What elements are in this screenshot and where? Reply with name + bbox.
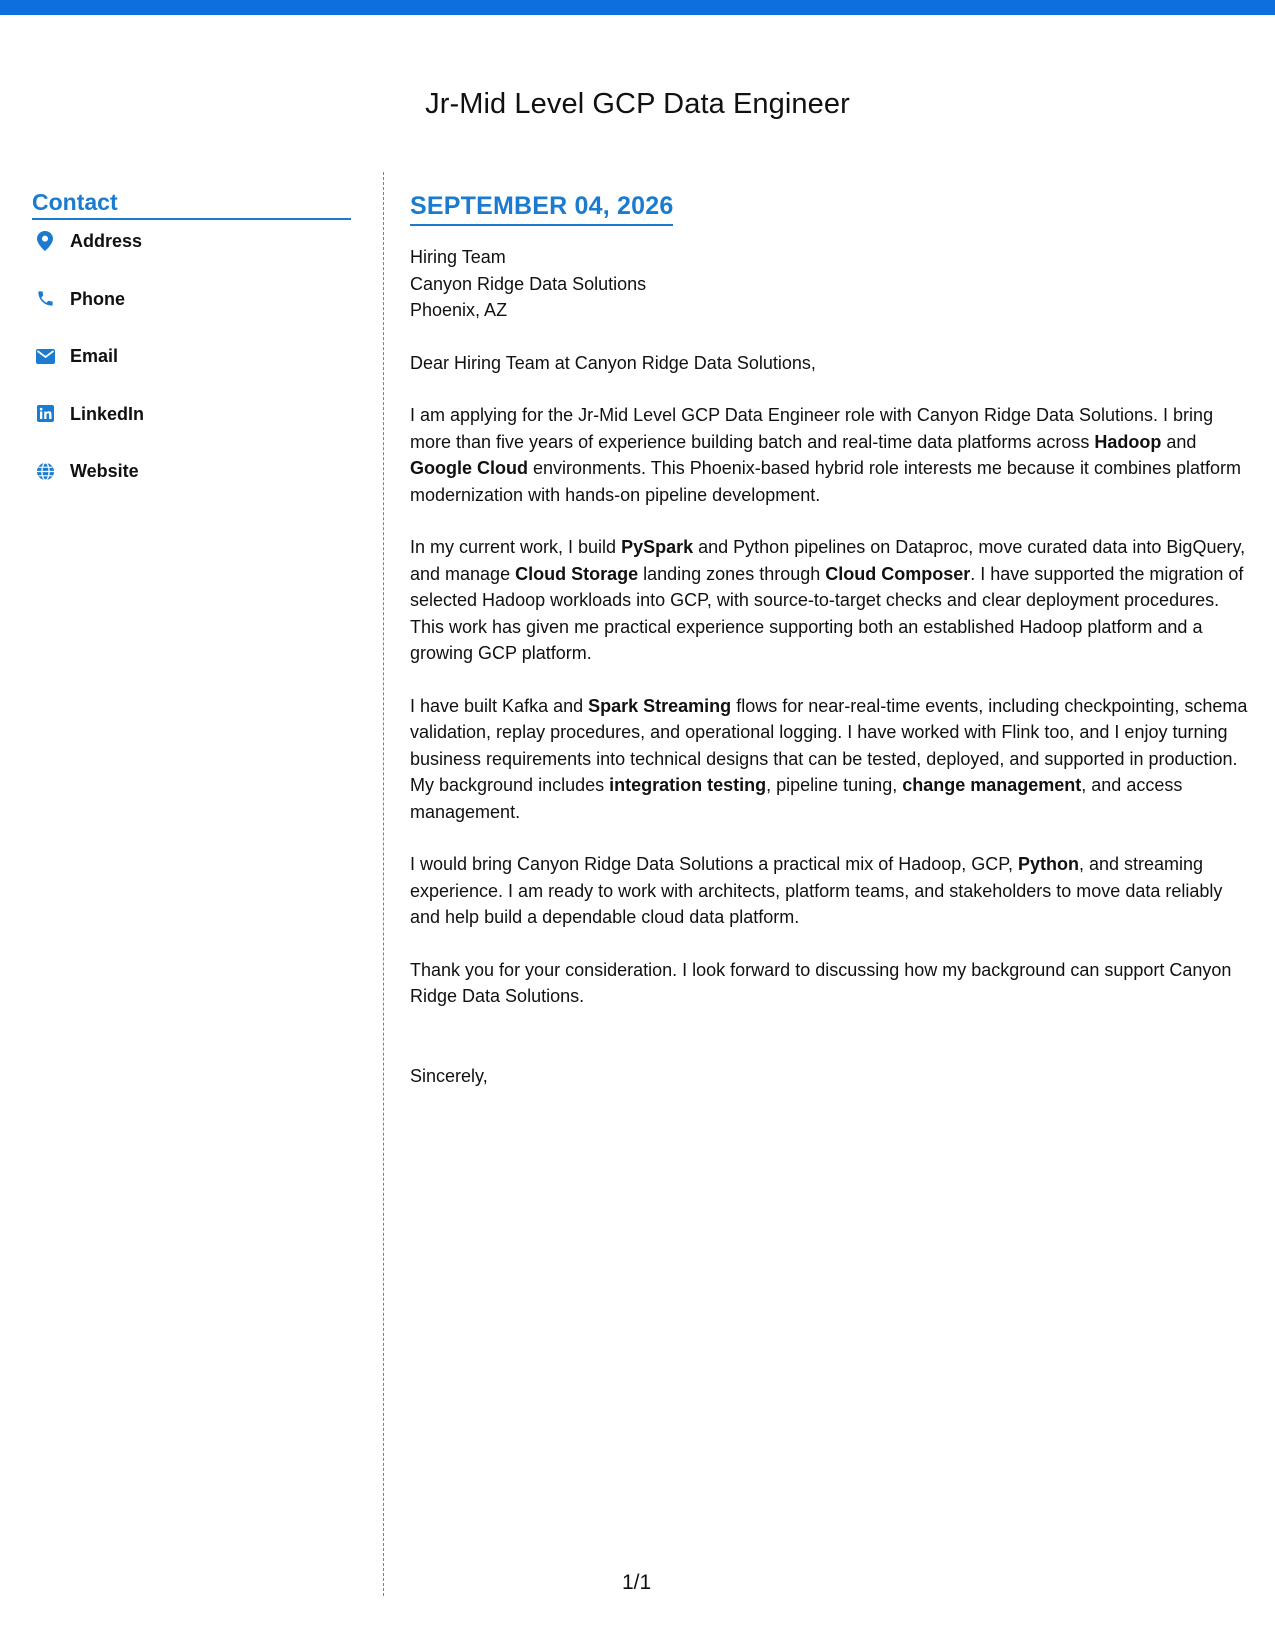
paragraph-text: , and streaming experience. I am ready to work with architects, platform teams, and stakeholders to move data reliably and help build a dependable cloud data platform. [410, 854, 1223, 927]
salutation: Dear Hiring Team at Canyon Ridge Data Solutions, [410, 352, 816, 373]
location-pin-icon [34, 230, 56, 252]
paragraph-text: In my current work, I build [410, 537, 622, 557]
emphasis-text: PySpark [621, 537, 694, 557]
emphasis-text: Cloud Composer [825, 563, 971, 584]
envelope-icon [34, 345, 56, 367]
contact-label-email: Email [70, 346, 119, 366]
contact-item-phone[interactable] [32, 288, 351, 346]
paragraph-text: , pipeline tuning, [766, 775, 903, 795]
paragraph-text: environments. This Phoenix-based hybrid role interests me because it combines platform modernization with hands-on pipeline development. [410, 458, 1241, 505]
linkedin-icon [34, 403, 56, 425]
contact-label-phone: Phone [70, 288, 126, 309]
body-paragraph [410, 693, 1255, 826]
closing: Sincerely, [410, 1065, 488, 1086]
contact-label-website: Website [70, 461, 139, 481]
letter-date: SEPTEMBER 04, 2026 [410, 190, 673, 226]
contact-label-address: Address [70, 231, 143, 251]
paragraph-text: I have built Kafka and [410, 695, 589, 716]
paragraph-text: landing zones through [638, 563, 826, 584]
emphasis-text: Hadoop [1094, 431, 1162, 452]
column-divider [383, 172, 384, 1596]
contact-label-linkedin: LinkedIn [70, 403, 145, 424]
paragraph-text: I would bring Canyon Ridge Data Solutions a practical mix of Hadoop, GCP, [410, 854, 1018, 874]
body-paragraph [410, 534, 1255, 667]
contact-list [32, 230, 351, 518]
contact-heading: Contact [32, 188, 351, 220]
contact-item-email[interactable] [32, 345, 351, 403]
paragraph-text: flows for near-real-time events, including checkpointing, schema validation, replay procedures, and operational logging. I have worked with Flink too, and I enjoy turning business requirements into technical designs that can be tested, deployed, and supported in production. My background includes [410, 695, 1248, 795]
recipient-line: Hiring Team [410, 247, 506, 267]
recipient-block [410, 244, 1255, 324]
document-title: Jr-Mid Level GCP Data Engineer [425, 88, 850, 120]
emphasis-text: Cloud Storage [515, 563, 639, 584]
body-paragraph [410, 957, 1255, 1010]
emphasis-text: integration testing [609, 775, 767, 795]
paragraph-text: I am applying for the Jr-Mid Level GCP Data Engineer role with Canyon Ridge Data Solutions. I bring more than five years of experience building batch and real-time data platforms across [410, 405, 1214, 452]
paragraph-text: . I have supported the migration of selected Hadoop workloads into GCP, with source-to-target checks and clear deployment procedures. This work has given me practical experience supporting both an established Hadoop platform and a growing GCP platform. [410, 563, 1244, 663]
globe-icon [34, 460, 56, 482]
body-paragraph [410, 851, 1255, 931]
paragraph-text: and Python pipelines on Dataproc, move curated data into BigQuery, and manage [410, 537, 1246, 584]
top-accent-bar [0, 0, 1275, 15]
paragraph-text: and [1161, 431, 1197, 452]
page-number: 1/1 [622, 1571, 652, 1594]
paragraph-text: Thank you for your consideration. I look forward to discussing how my background can support Canyon Ridge Data Solutions. [410, 959, 1232, 1006]
phone-icon [34, 288, 56, 310]
emphasis-text: change management [902, 775, 1082, 795]
emphasis-text: Google Cloud [410, 458, 528, 478]
contact-item-website[interactable] [32, 460, 351, 518]
contact-sidebar [32, 188, 351, 518]
letter-body [410, 190, 1255, 1089]
emphasis-text: Spark Streaming [588, 695, 732, 716]
contact-item-linkedin[interactable] [32, 403, 351, 461]
recipient-line: Canyon Ridge Data Solutions [410, 273, 647, 294]
emphasis-text: Python [1018, 854, 1079, 874]
paragraph-text: , and access management. [410, 775, 1183, 822]
contact-item-address[interactable] [32, 230, 351, 288]
recipient-line: Phoenix, AZ [410, 300, 508, 320]
body-paragraph [410, 402, 1255, 508]
